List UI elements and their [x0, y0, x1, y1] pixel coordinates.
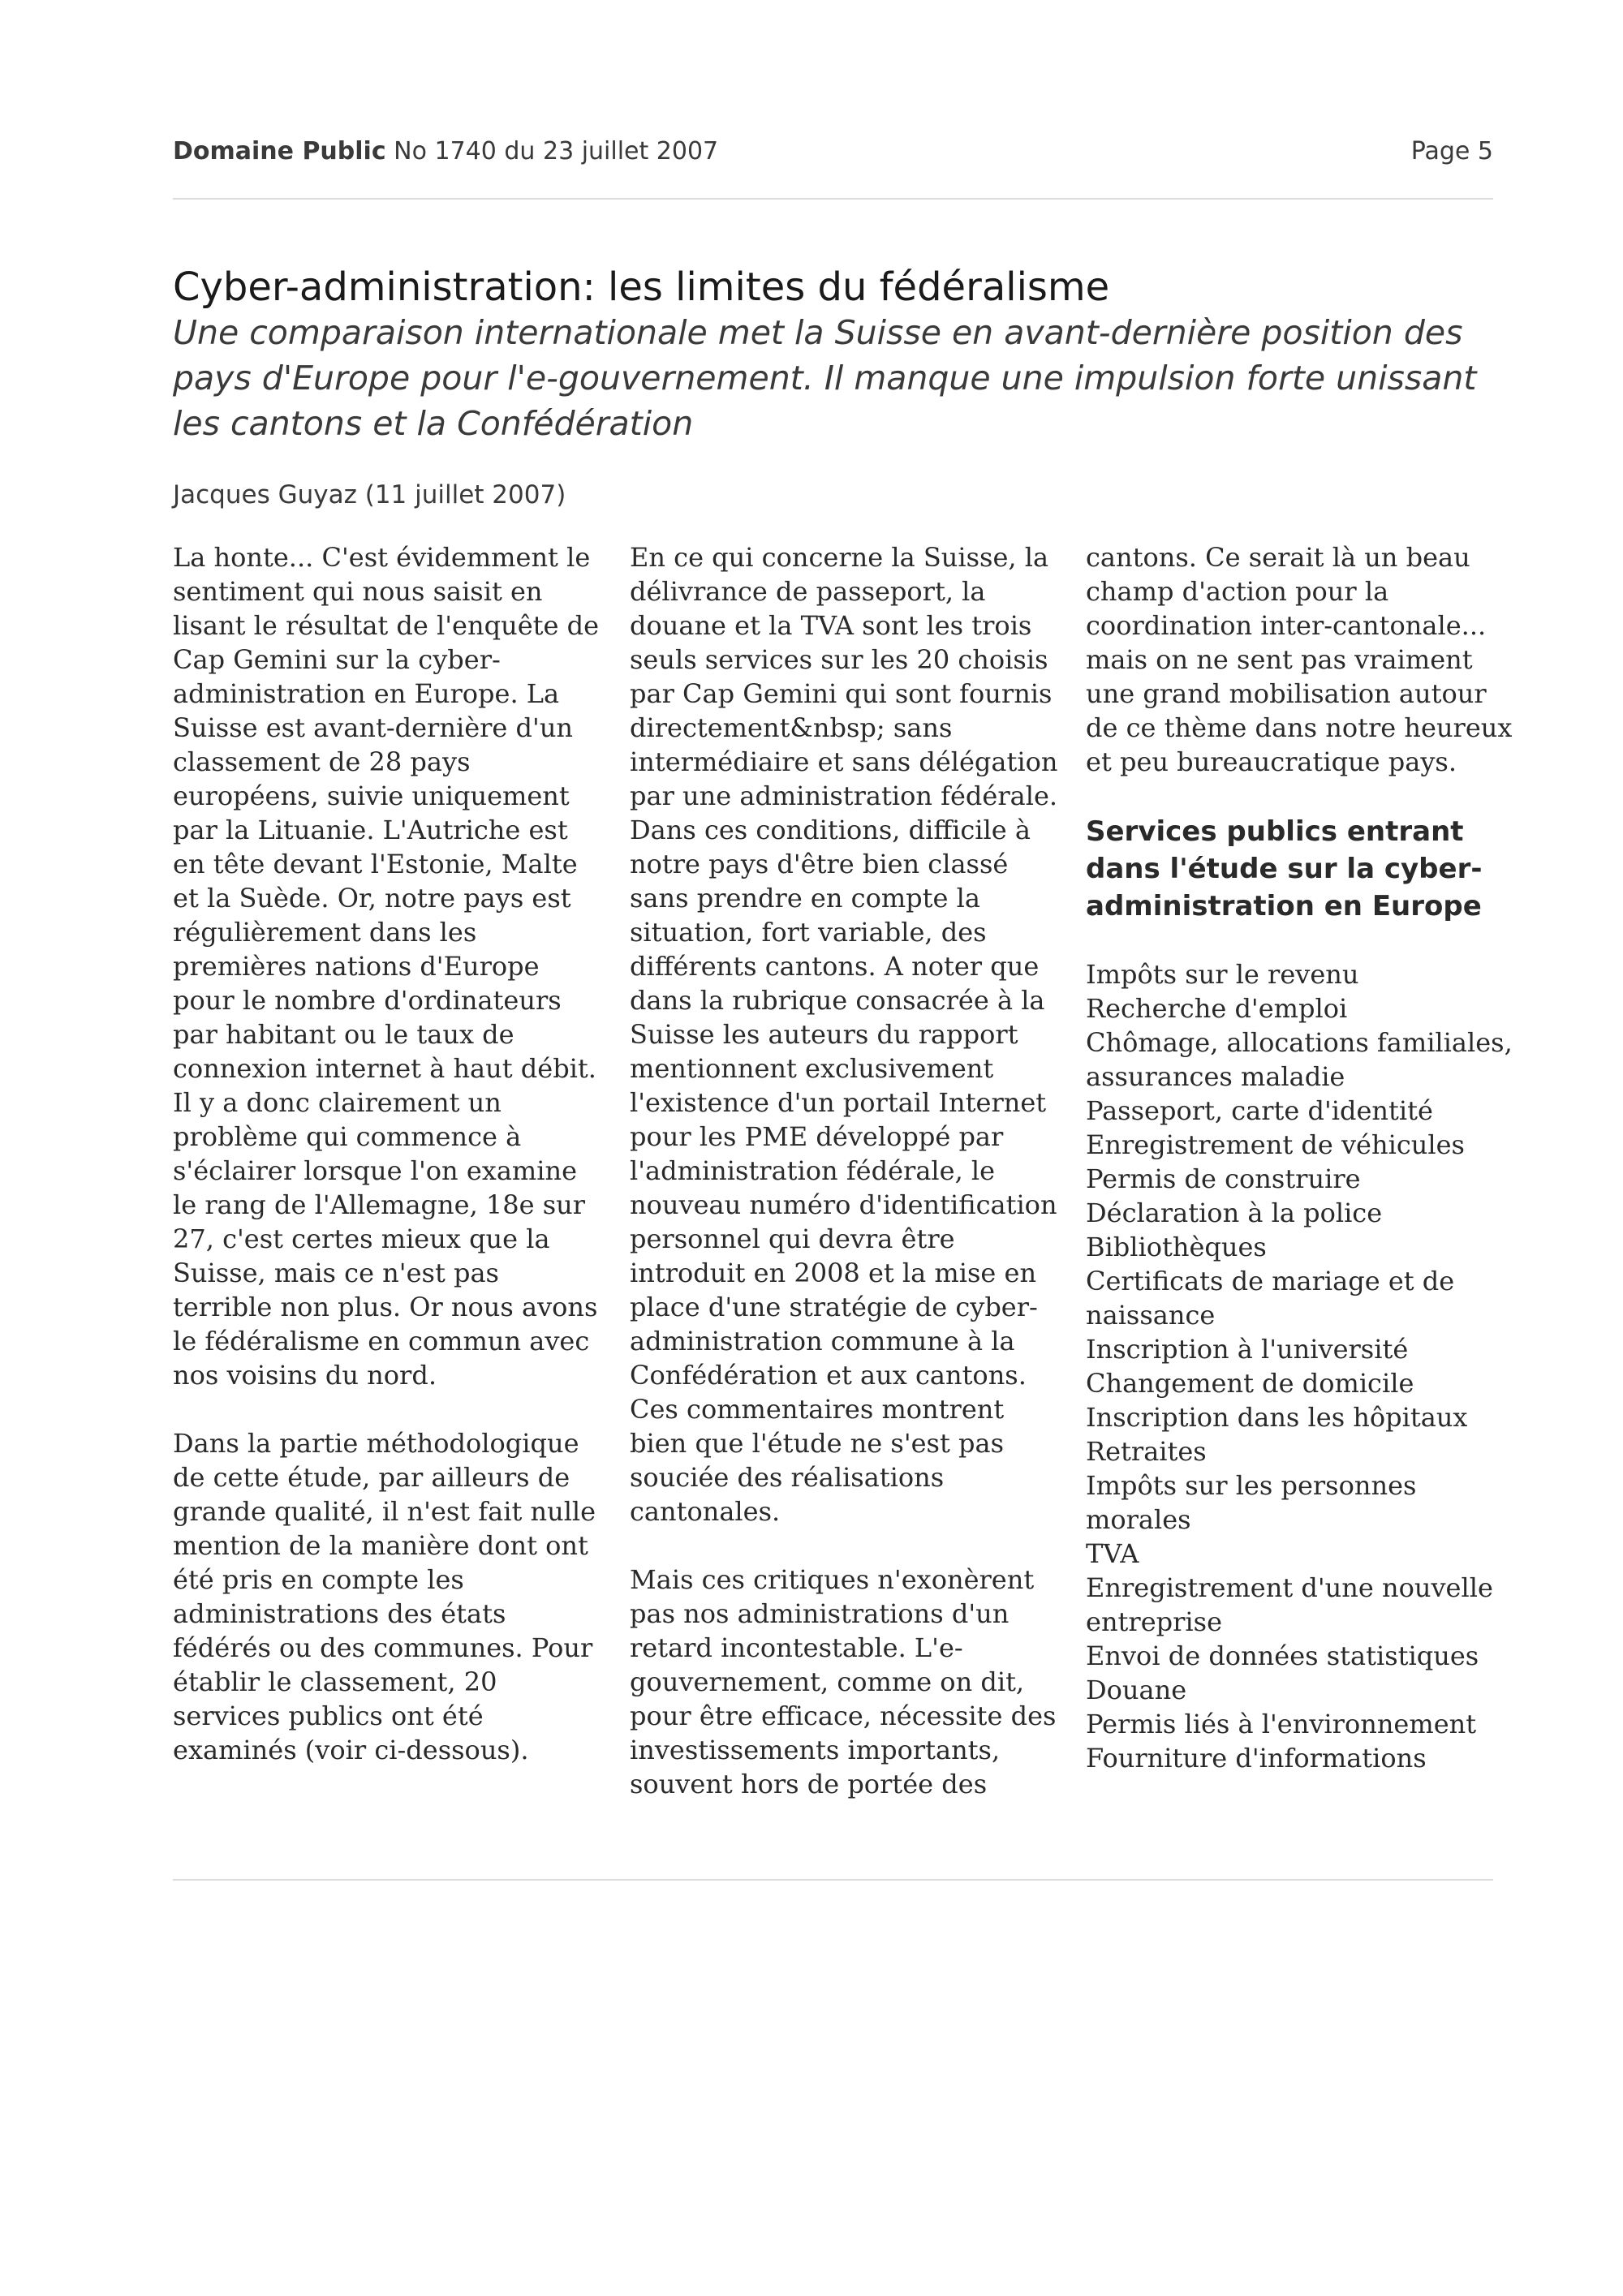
paragraph: Dans la partie méthodologique de cette étude, par ailleurs de grande qualité, il n'est fait nulle mention de la manière dont ont été pris en compte les administrations des états fédérés ou des communes. Pour établir le classement, 20 services publics ont été examinés (voir ci-dessous).	[173, 1428, 596, 1765]
page-number: Page 5	[1410, 137, 1493, 166]
header-divider	[173, 198, 1493, 200]
list-item: Chômage, allocations familiales, assurances maladie	[1086, 1027, 1513, 1092]
article-column-3	[1086, 540, 1516, 1775]
list-item: Inscription dans les hôpitaux	[1086, 1402, 1468, 1433]
list-item: Déclaration à la police	[1086, 1197, 1383, 1228]
list-item: Impôts sur le revenu	[1086, 959, 1359, 990]
article-subtitle: Une comparaison internationale met la Suisse en avant-dernière position des pays d'Europe pour l'e-gouvernement. Il manque une impulsion forte unissant les cantons et la Confédération	[173, 313, 1477, 443]
paragraph: La honte... C'est évidemment le sentiment qui nous saisit en lisant le résultat de l'enquête de Cap Gemini sur la cyber-administration en Europe. La Suisse est avant-dernière d'un classement de 28 pays européens, suivie uniquement par la Lituanie. L'Autriche est en tête devant l'Estonie, Malte et la Suède. Or, notre pays est régulièrement dans les premières nations d'Europe pour le nombre d'ordinateurs par habitant ou le taux de connexion internet à haut débit. Il y a donc clairement un problème qui commence à s'éclairer lorsque l'on examine le rang de l'Allemagne, 18e sur 27, c'est certes mieux que la Suisse, mais ce n'est pas terrible non plus. Or nous avons le fédéralisme en commun avec nos voisins du nord.	[173, 542, 600, 1391]
services-list	[1086, 957, 1516, 1775]
paragraph: Mais ces critiques n'exonèrent pas nos administrations d'un retard incontestable. L'e-gouvernement, comme on dit, pour être efficace, nécessite des investissements importants, souvent hors de portée des	[630, 1564, 1057, 1799]
list-item: Passeport, carte d'identité	[1086, 1095, 1433, 1126]
footer-divider	[173, 1879, 1493, 1881]
list-item: Changement de domicile	[1086, 1368, 1414, 1399]
article-author: Jacques Guyaz (11 juillet 2007)	[173, 480, 566, 510]
paragraph: En ce qui concerne la Suisse, la délivrance de passeport, la douane et la TVA sont les trois seuls services sur les 20 choisis par Cap Gemini qui sont fournis directement&nbsp; sans intermédiaire et sans délégation par une administration fédérale. Dans ces conditions, difficile à notre pays d'être bien classé sans prendre en compte la situation, fort variable, des différents cantons. A noter que dans la rubrique consacrée à la Suisse les auteurs du rapport mentionnent exclusivement l'existence d'un portail Internet pour les PME développé par l'administration fédérale, le nouveau numéro d'identification personnel qui devra être introduit en 2008 et la mise en place d'une stratégie de cyber-administration commune à la Confédération et aux cantons. Ces commentaires montrent bien que l'étude ne s'est pas souciée des réalisations cantonales.	[630, 542, 1058, 1527]
list-item: Retraites	[1086, 1436, 1207, 1467]
list-item: TVA	[1086, 1538, 1139, 1569]
article-column-1	[173, 540, 603, 1801]
list-item: Enregistrement de véhicules	[1086, 1129, 1465, 1160]
issue-info: No 1740 du 23 juillet 2007	[394, 137, 719, 166]
article-title: Cyber-administration: les limites du fédéralisme	[173, 264, 1110, 310]
page-header	[173, 134, 1493, 170]
sidebar-heading: Services publics entrant dans l'étude sur la cyber-administration en Europe	[1086, 815, 1483, 922]
list-item: Impôts sur les personnes morales	[1086, 1470, 1417, 1535]
list-item: Enregistrement d'une nouvelle entreprise	[1086, 1572, 1493, 1637]
list-item: Permis de construire	[1086, 1163, 1361, 1194]
paragraph: cantons. Ce serait là un beau champ d'action pour la coordination inter-cantonale... mais on ne sent pas vraiment une grand mobilisation autour de ce thème dans notre heureux et peu bureaucratique pays.	[1086, 542, 1513, 777]
publication-name: Domaine Public	[173, 137, 386, 166]
list-item: Envoi de données statistiques	[1086, 1640, 1479, 1671]
list-item: Douane	[1086, 1675, 1187, 1705]
list-item: Fourniture d'informations	[1086, 1743, 1427, 1774]
list-item: Inscription à l'université	[1086, 1334, 1409, 1365]
list-item: Recherche d'emploi	[1086, 993, 1348, 1024]
list-item: Permis liés à l'environnement	[1086, 1709, 1477, 1739]
list-item: Certificats de mariage et de naissance	[1086, 1266, 1455, 1331]
list-item: Bibliothèques	[1086, 1232, 1267, 1262]
article-column-2	[630, 540, 1060, 1835]
